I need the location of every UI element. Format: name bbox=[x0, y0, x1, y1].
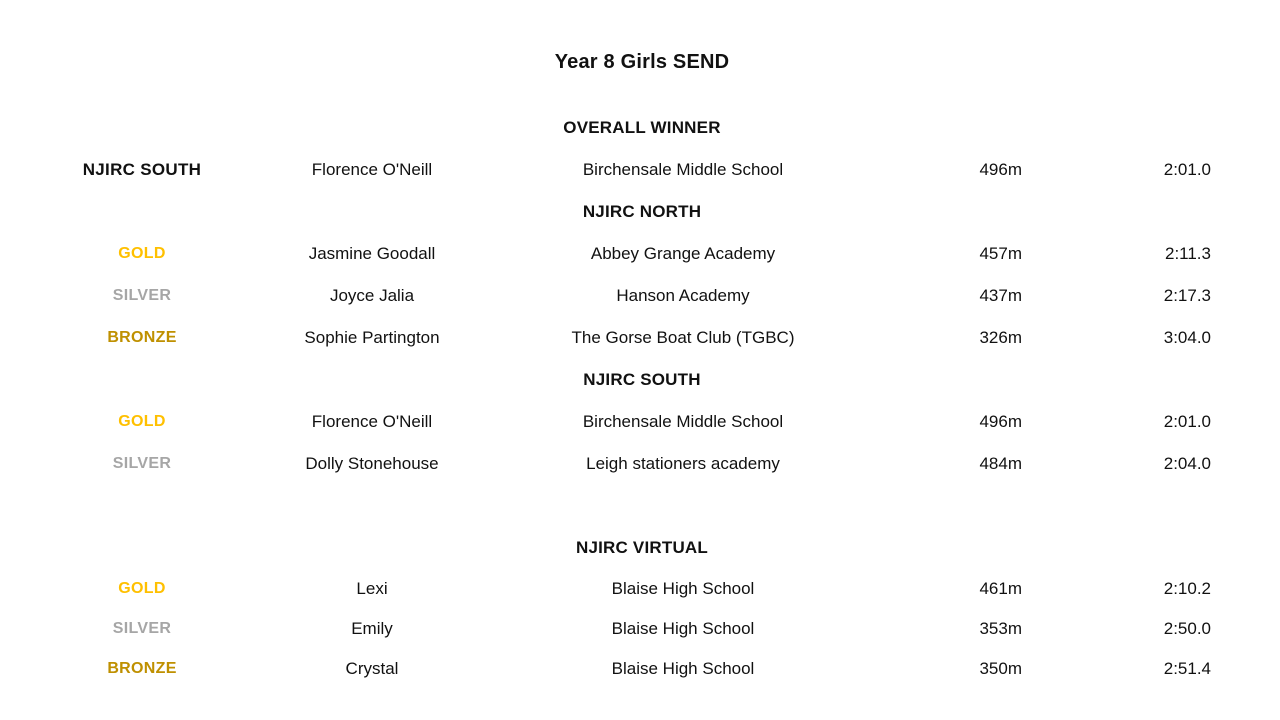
section-heading: OVERALL WINNER bbox=[563, 118, 721, 137]
result-row bbox=[73, 275, 1211, 317]
result-row bbox=[73, 149, 1211, 191]
results-section bbox=[73, 107, 1211, 191]
school-name: Blaise High School bbox=[611, 579, 755, 598]
school-name: Leigh stationers academy bbox=[586, 454, 780, 473]
result-row bbox=[73, 317, 1211, 359]
result-row bbox=[73, 443, 1211, 485]
result-row bbox=[73, 609, 1211, 649]
athlete-name: Jasmine Goodall bbox=[308, 244, 436, 263]
page-title: Year 8 Girls SEND bbox=[554, 50, 730, 73]
distance-value: 484m bbox=[979, 454, 1022, 473]
medal-label: SILVER bbox=[112, 287, 172, 304]
result-row bbox=[73, 233, 1211, 275]
medal-label: NJIRC SOUTH bbox=[82, 160, 202, 179]
athlete-name: Sophie Partington bbox=[304, 328, 440, 347]
section-rows bbox=[73, 149, 1211, 191]
medal-label: SILVER bbox=[112, 455, 172, 472]
distance-value: 350m bbox=[979, 659, 1022, 678]
results-section bbox=[73, 191, 1211, 359]
distance-value: 457m bbox=[979, 244, 1022, 263]
distance-value: 496m bbox=[979, 160, 1022, 179]
school-name: Birchensale Middle School bbox=[582, 160, 784, 179]
section-spacer bbox=[73, 485, 1211, 527]
medal-label: GOLD bbox=[118, 580, 166, 597]
school-name: Blaise High School bbox=[611, 659, 755, 678]
time-value: 2:01.0 bbox=[1163, 412, 1211, 431]
athlete-name: Crystal bbox=[345, 659, 399, 678]
time-value: 2:11.3 bbox=[1164, 244, 1211, 263]
section-heading: NJIRC NORTH bbox=[582, 202, 702, 221]
athlete-name: Florence O'Neill bbox=[311, 160, 433, 179]
school-name: The Gorse Boat Club (TGBC) bbox=[571, 328, 795, 347]
distance-value: 326m bbox=[979, 328, 1022, 347]
athlete-name: Emily bbox=[351, 619, 393, 638]
medal-label: GOLD bbox=[118, 245, 166, 262]
distance-value: 353m bbox=[979, 619, 1022, 638]
results-content bbox=[73, 41, 1211, 689]
medal-label: GOLD bbox=[118, 413, 166, 430]
result-row bbox=[73, 401, 1211, 443]
result-row bbox=[73, 649, 1211, 689]
section-rows bbox=[73, 401, 1211, 485]
distance-value: 437m bbox=[979, 286, 1022, 305]
section-rows bbox=[73, 569, 1211, 689]
distance-value: 496m bbox=[979, 412, 1022, 431]
title-gap bbox=[73, 83, 1211, 107]
time-value: 2:51.4 bbox=[1163, 659, 1211, 678]
time-value: 2:10.2 bbox=[1163, 579, 1211, 598]
school-name: Birchensale Middle School bbox=[582, 412, 784, 431]
athlete-name: Joyce Jalia bbox=[329, 286, 415, 305]
result-row bbox=[73, 569, 1211, 609]
section-rows bbox=[73, 233, 1211, 359]
medal-label: BRONZE bbox=[107, 329, 177, 346]
time-value: 2:50.0 bbox=[1163, 619, 1211, 638]
medal-label: SILVER bbox=[112, 620, 172, 637]
time-value: 2:04.0 bbox=[1163, 454, 1211, 473]
athlete-name: Dolly Stonehouse bbox=[305, 454, 439, 473]
section-heading: NJIRC VIRTUAL bbox=[576, 538, 708, 557]
athlete-name: Lexi bbox=[356, 579, 388, 598]
section-heading: NJIRC SOUTH bbox=[583, 370, 701, 389]
school-name: Blaise High School bbox=[611, 619, 755, 638]
athlete-name: Florence O'Neill bbox=[311, 412, 433, 431]
sections-container bbox=[73, 107, 1211, 689]
results-section bbox=[73, 485, 1211, 689]
time-value: 2:01.0 bbox=[1163, 160, 1211, 179]
time-value: 2:17.3 bbox=[1163, 286, 1211, 305]
school-name: Hanson Academy bbox=[616, 286, 750, 305]
distance-value: 461m bbox=[979, 579, 1022, 598]
school-name: Abbey Grange Academy bbox=[590, 244, 776, 263]
medal-label: BRONZE bbox=[107, 660, 177, 677]
results-section bbox=[73, 359, 1211, 485]
time-value: 3:04.0 bbox=[1163, 328, 1211, 347]
